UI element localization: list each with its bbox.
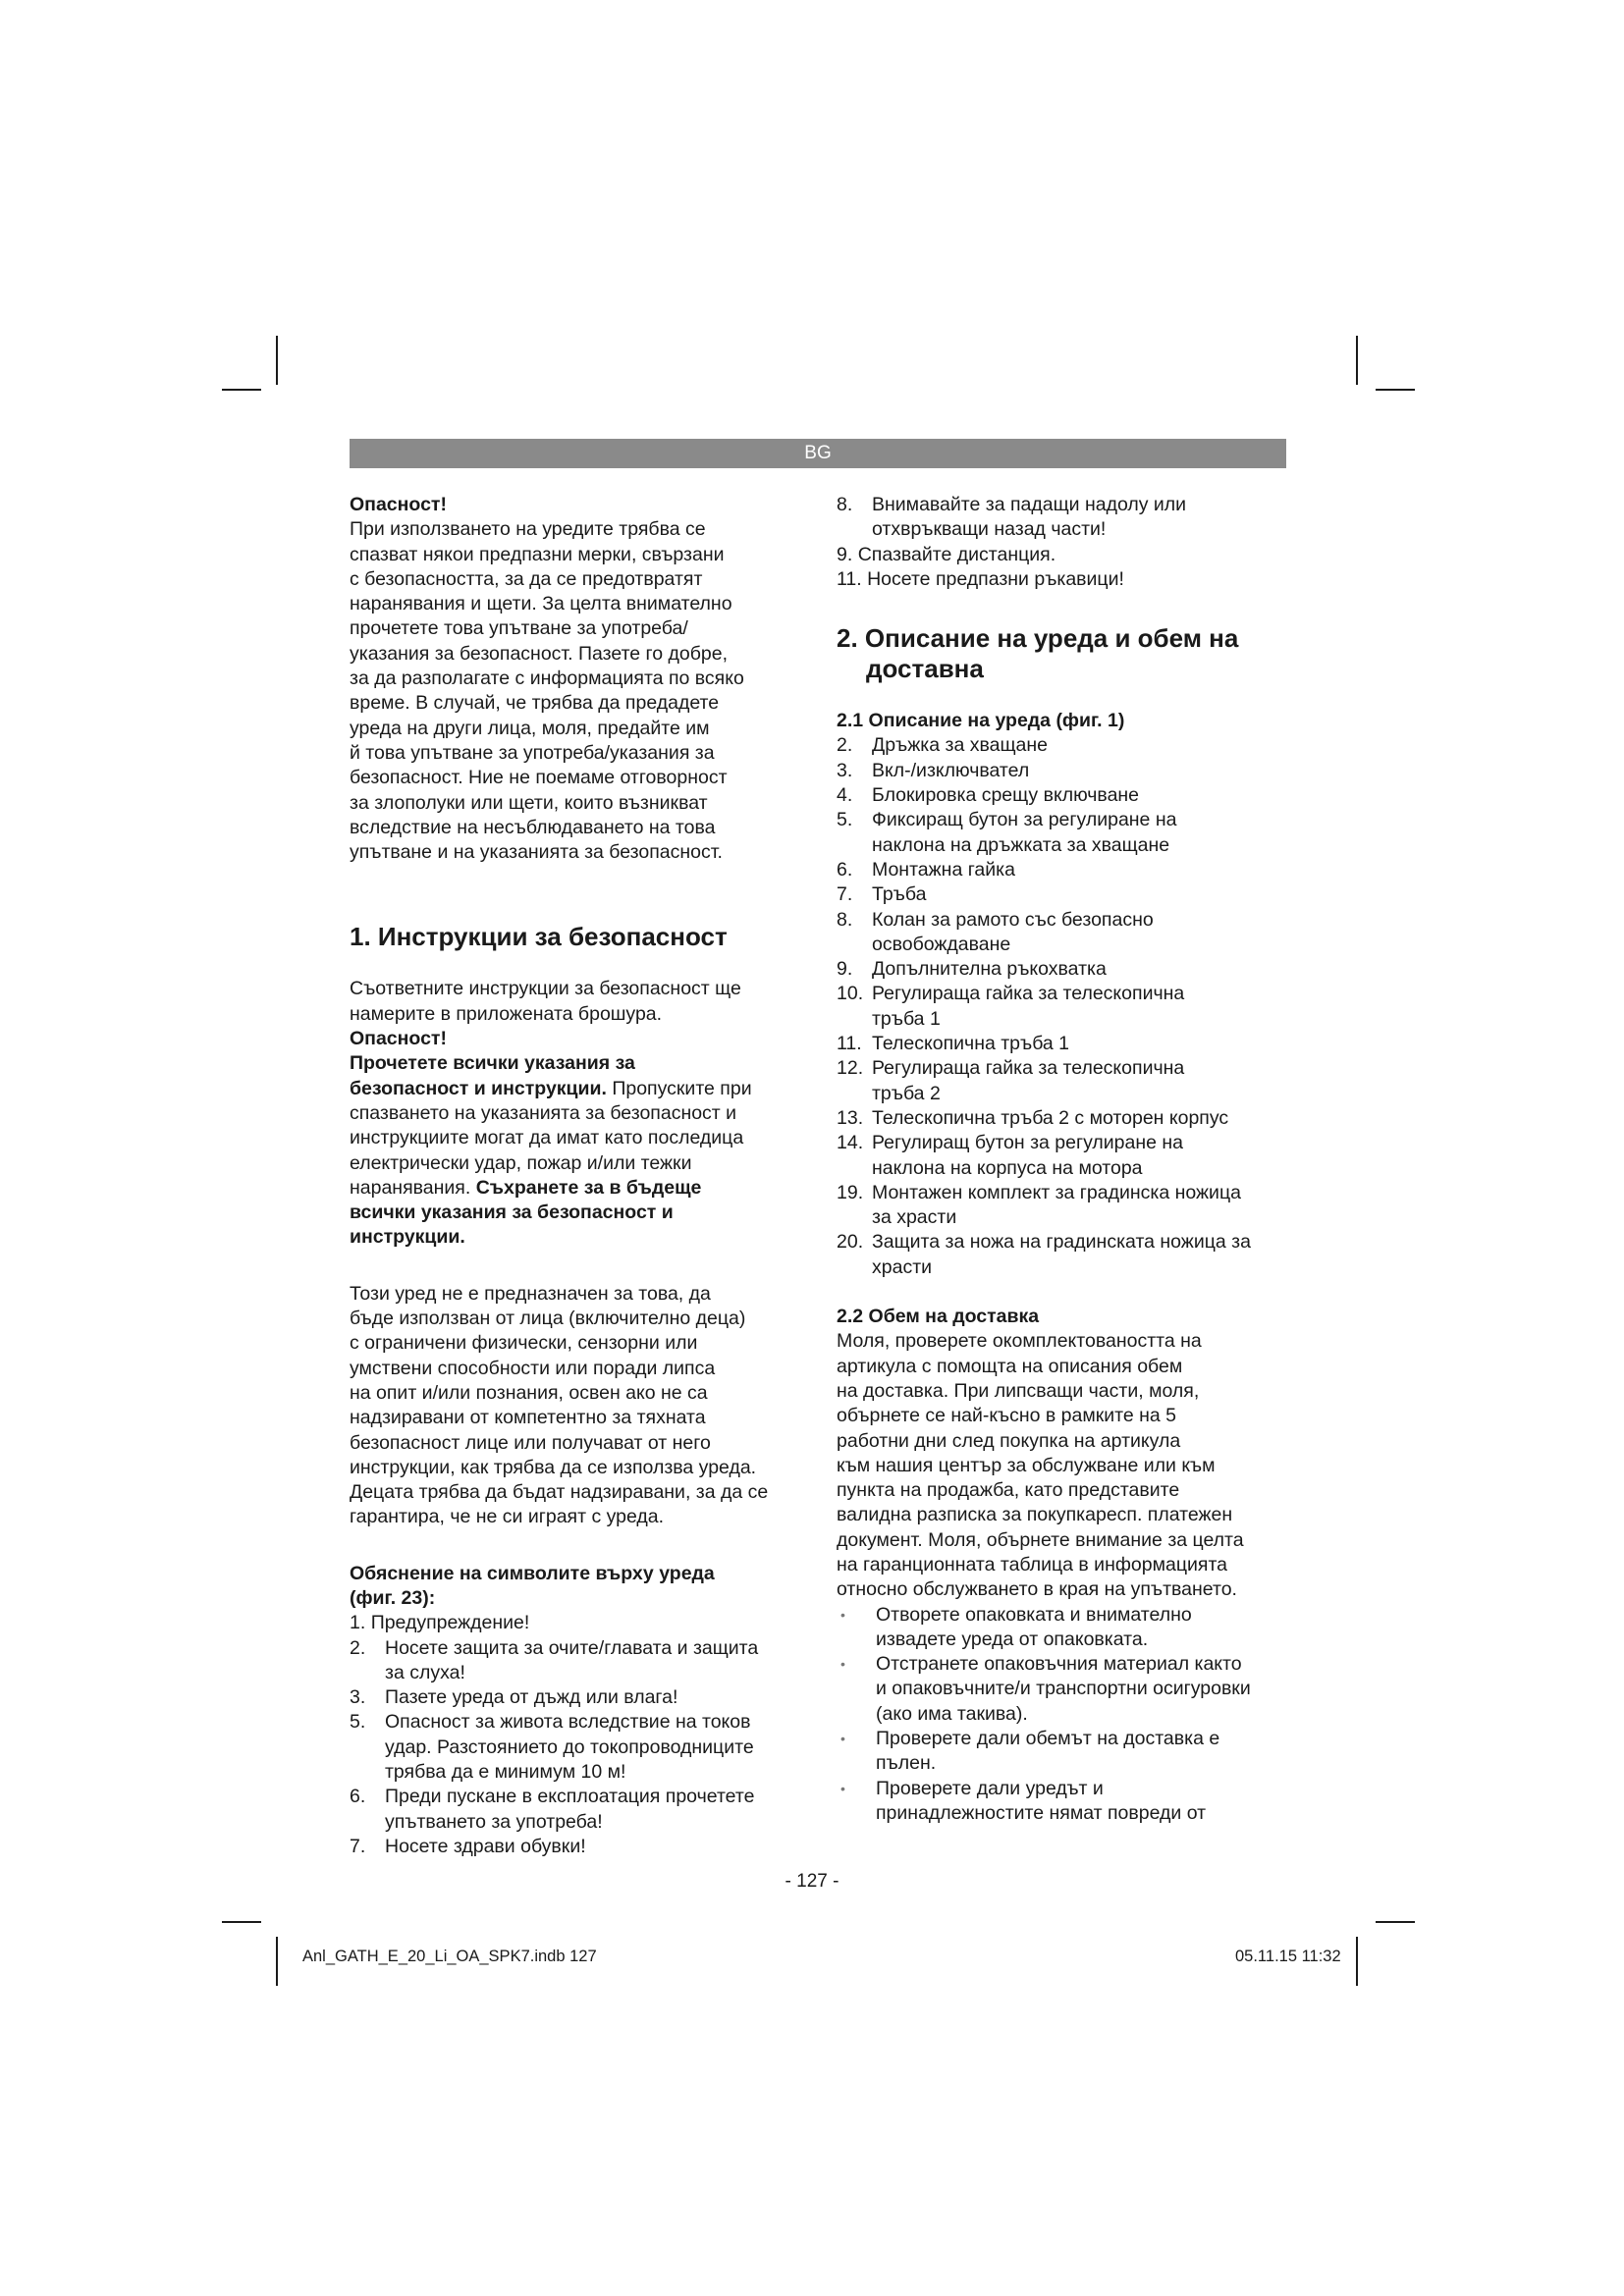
usage-paragraph xyxy=(350,1282,803,1530)
list-item xyxy=(837,493,1288,543)
text-line: пункта на продажба, като представите xyxy=(837,1479,1180,1502)
item-number: 9. xyxy=(837,958,853,981)
list-item xyxy=(350,1835,803,1859)
text-line: При използването на уредите трябва се xyxy=(350,518,706,541)
item-text: Носете предпазни ръкавици! xyxy=(867,567,1124,590)
text-line: наранявания и щети. За целта внимателно xyxy=(350,593,732,615)
crop-mark xyxy=(276,1937,278,1986)
crop-mark xyxy=(1376,1921,1415,1923)
item-number: 20. xyxy=(837,1231,864,1254)
text-line: относно обслужването в края на упътването. xyxy=(837,1578,1237,1601)
text-line: уреда на други лица, моля, предайте им xyxy=(350,717,710,739)
list-item xyxy=(837,1032,1288,1056)
item-text: Колан за рамото със безопасно xyxy=(872,908,1154,931)
item-number: 3. xyxy=(837,759,853,781)
danger-paragraph xyxy=(350,517,803,865)
item-text: Блокировка срещу включване xyxy=(872,784,1140,807)
page-number: - 127 - xyxy=(785,1871,839,1892)
danger-label: Опасност! xyxy=(350,1028,447,1050)
crop-mark xyxy=(222,389,261,391)
list-item xyxy=(837,1603,1288,1653)
item-number: 10. xyxy=(837,983,864,1005)
list-item xyxy=(837,1056,1288,1106)
symbols-heading: (фиг. 23): xyxy=(350,1586,436,1609)
item-number: 8. xyxy=(837,908,853,931)
item-number: 7. xyxy=(350,1835,366,1857)
item-text: Телескопична тръба 1 xyxy=(872,1033,1070,1055)
item-text: отхвръкващи назад части! xyxy=(872,518,1107,541)
list-item xyxy=(837,1652,1288,1727)
text-line: инструкции. xyxy=(350,1226,465,1249)
crop-mark xyxy=(1356,336,1358,385)
text-line: с безопасността, за да се предотвратят xyxy=(350,567,703,590)
text-line: с ограничени физически, сензорни или xyxy=(350,1332,698,1355)
danger-heading: Опасност! xyxy=(350,494,447,515)
footer-filename: Anl_GATH_E_20_Li_OA_SPK7.indb 127 xyxy=(302,1948,597,1965)
item-text: Проверете дали уредът и xyxy=(876,1777,1104,1799)
text-line: спазването на указанията за безопасност и xyxy=(350,1101,737,1124)
text-line: артикула с помощта на описания обем xyxy=(837,1355,1183,1377)
text-line: Съответните инструкции за безопасност ще xyxy=(350,978,741,1000)
text-line: вследствие на несъблюдаването на това xyxy=(350,816,716,838)
item-text: Телескопична тръба 2 с моторен корпус xyxy=(872,1106,1229,1129)
item-number: 6. xyxy=(350,1786,366,1808)
list-item xyxy=(837,733,1288,758)
symbols-heading: Обяснение на символите върху уреда xyxy=(350,1562,715,1584)
item-text: за слуха! xyxy=(385,1661,465,1683)
subsection-2-1-title: 2.1 Описание на уреда (фиг. 1) xyxy=(837,710,1125,732)
item-text: Тръба xyxy=(872,883,927,906)
list-item xyxy=(350,1685,803,1710)
text-line: за злополуки или щети, които възникват xyxy=(350,791,708,814)
item-text: Защита за ножа на градинската ножица за xyxy=(872,1231,1251,1254)
crop-mark xyxy=(1356,1937,1358,1986)
text-line: валидна разписка за покупкаресп. платежен xyxy=(837,1504,1233,1526)
text-line: всички указания за безопасност и xyxy=(350,1201,674,1224)
item-text: Пазете уреда от дъжд или влага! xyxy=(385,1686,678,1709)
item-text: Преди пускане в експлоатация прочетете xyxy=(385,1786,755,1808)
right-column xyxy=(837,493,1288,1826)
symbols-first-item xyxy=(350,1611,803,1635)
delivery-checklist xyxy=(837,1603,1288,1827)
item-text: упътването за употреба! xyxy=(385,1810,603,1833)
text-line: Моля, проверете окомплектоваността на xyxy=(837,1330,1202,1353)
parts-list xyxy=(837,733,1288,1280)
list-item xyxy=(837,808,1288,858)
list-item xyxy=(837,882,1288,907)
list-item xyxy=(837,982,1288,1032)
text-line: на доставка. При липсващи части, моля, xyxy=(837,1379,1200,1402)
item-number: 6. xyxy=(837,858,853,881)
item-number: 11. xyxy=(837,1033,862,1055)
list-item xyxy=(837,1106,1288,1131)
item-text: Спазвайте дистанция. xyxy=(857,543,1056,565)
text: наранявания. xyxy=(350,1176,476,1199)
item-number: 3. xyxy=(350,1686,366,1709)
text-line: Този уред не е предназначен за това, да xyxy=(350,1282,711,1305)
text-line: умствени способности или поради липса xyxy=(350,1357,716,1379)
item-number: 5. xyxy=(350,1711,366,1734)
item-number: 12. xyxy=(837,1057,864,1080)
item-text: Фиксиращ бутон за регулиране на xyxy=(872,809,1177,831)
item-number: 19. xyxy=(837,1181,864,1203)
text: Пропуските при xyxy=(606,1077,752,1099)
text-line: спазват някои предпазни мерки, свързани xyxy=(350,543,725,565)
list-item xyxy=(837,567,1288,592)
list-item xyxy=(837,1727,1288,1777)
footer-date: 05.11.15 11:32 xyxy=(1235,1948,1341,1965)
text-line xyxy=(350,1176,803,1201)
text-line: Децата трябва да бъдат надзиравани, за да се xyxy=(350,1481,769,1504)
safety-paragraph xyxy=(350,977,803,1250)
text-line: инструкции, как трябва да се използва уреда. xyxy=(350,1456,757,1478)
text-line: към нашия център за обслужване или към xyxy=(837,1454,1216,1476)
section-2-title: 2. Описание на уреда и обем на xyxy=(837,623,1239,654)
text-line: надзиравани от компетентно за тяхната xyxy=(350,1407,706,1429)
text-line: прочетете това упътване за употреба/ xyxy=(350,617,688,640)
section-2-title: доставна xyxy=(866,654,984,684)
item-text: Отворете опаковката и внимателно xyxy=(876,1603,1192,1626)
symbols-list xyxy=(350,1636,803,1860)
list-item xyxy=(837,858,1288,882)
item-text: Регулираща гайка за телескопична xyxy=(872,1057,1185,1080)
item-number: • xyxy=(840,1656,845,1673)
item-text: извадете уреда от опаковката. xyxy=(876,1628,1149,1650)
item-text: трябва да е минимум 10 м! xyxy=(385,1761,626,1784)
text-line: безопасност. Ние не поемаме отговорност xyxy=(350,767,728,789)
item-number: • xyxy=(840,1731,845,1747)
list-item xyxy=(837,957,1288,982)
item-number: 1. xyxy=(350,1612,366,1634)
item-number: 4. xyxy=(837,784,853,807)
item-text: (ако има такива). xyxy=(876,1702,1028,1725)
item-text: Дръжка за хващане xyxy=(872,734,1048,757)
item-text: Регулираща гайка за телескопична xyxy=(872,983,1185,1005)
text-line: безопасност лице или получават от него xyxy=(350,1431,711,1454)
crop-mark xyxy=(222,1921,261,1923)
delivery-paragraph xyxy=(837,1329,1288,1602)
item-text: Монтажен комплект за градинска ножица xyxy=(872,1181,1241,1203)
item-number: • xyxy=(840,1780,845,1796)
text-line: й това упътване за употреба/указания за xyxy=(350,741,715,764)
item-text: за храсти xyxy=(872,1206,957,1229)
item-text: и опаковъчните/и транспортни осигуровки xyxy=(876,1678,1251,1700)
item-text: тръба 1 xyxy=(872,1007,941,1030)
text-line: работни дни след покупка на артикула xyxy=(837,1429,1181,1452)
list-item xyxy=(350,1636,803,1686)
item-text: освобождаване xyxy=(872,933,1011,955)
list-item xyxy=(837,908,1288,958)
item-number: 11. xyxy=(837,567,862,590)
subsection-2-2-title: 2.2 Обем на доставка xyxy=(837,1306,1040,1328)
text-line: електрически удар, пожар и/или тежки xyxy=(350,1151,692,1174)
text-line: намерите в приложената брошура. xyxy=(350,1002,663,1025)
crop-mark xyxy=(276,336,278,385)
crop-mark xyxy=(1376,389,1415,391)
list-item xyxy=(350,1710,803,1785)
list-item xyxy=(837,543,1288,567)
item-text: принадлежностите нямат повреди от xyxy=(876,1801,1207,1824)
text-line: Прочетете всички указания за xyxy=(350,1052,635,1075)
item-number: 8. xyxy=(837,494,853,515)
item-number: 13. xyxy=(837,1106,864,1129)
text-line: за да разполагате с информацията по всяко xyxy=(350,667,744,690)
section-1-title: 1. Инструкции за безопасност xyxy=(350,922,728,952)
item-text: Внимавайте за падащи надолу или xyxy=(872,494,1187,515)
item-text: Опасност за живота вследствие на токов xyxy=(385,1711,751,1734)
item-text: тръба 2 xyxy=(872,1082,941,1104)
item-number: 7. xyxy=(837,883,853,906)
item-number: 14. xyxy=(837,1132,864,1154)
text-line: бъде използван от лица (включително деца) xyxy=(350,1308,746,1330)
text-line: указания за безопасност. Пазете го добре, xyxy=(350,642,729,665)
text-line: време. В случай, че трябва да предадете xyxy=(350,692,720,715)
text-line: обърнете се най-късно в рамките на 5 xyxy=(837,1405,1177,1427)
text-line: инструкциите могат да имат като последица xyxy=(350,1127,744,1149)
list-item xyxy=(837,1230,1288,1280)
item-number: • xyxy=(840,1606,845,1623)
item-text: Регулиращ бутон за регулиране на xyxy=(872,1132,1184,1154)
text-line: упътване и на указанията за безопасност. xyxy=(350,841,723,864)
item-text: Вкл-/изключвател xyxy=(872,759,1030,781)
item-text: Отстранете опаковъчния материал както xyxy=(876,1653,1242,1676)
text-line xyxy=(350,1077,803,1101)
item-text: наклона на дръжката за хващане xyxy=(872,833,1170,856)
text-line: на гаранционната таблица в информацията xyxy=(837,1553,1228,1575)
item-number: 2. xyxy=(350,1636,366,1659)
text-line: гарантира, че не си играят с уреда. xyxy=(350,1506,665,1528)
item-text: Носете защита за очите/главата и защита xyxy=(385,1636,759,1659)
item-number: 5. xyxy=(837,809,853,831)
text-line: на опит и/или познания, освен ако не са xyxy=(350,1381,708,1404)
item-text: удар. Разстоянието до токопроводниците xyxy=(385,1735,754,1758)
item-text: Предупреждение! xyxy=(370,1612,530,1634)
bold-text: безопасност и инструкции. xyxy=(350,1077,607,1099)
list-item xyxy=(837,1181,1288,1231)
item-text: Монтажна гайка xyxy=(872,858,1015,881)
item-text: Допълнителна ръкохватка xyxy=(872,958,1107,981)
list-item xyxy=(350,1785,803,1835)
item-number: 2. xyxy=(837,734,853,757)
list-item xyxy=(837,783,1288,808)
item-text: наклона на корпуса на мотора xyxy=(872,1156,1143,1179)
symbols-list-continued xyxy=(837,493,1288,543)
bold-text: Съхранете за в бъдеще xyxy=(475,1176,702,1199)
item-text: Носете здрави обувки! xyxy=(385,1835,586,1857)
text-line: документ. Моля, обърнете внимание за целта xyxy=(837,1528,1244,1551)
left-column xyxy=(350,493,803,1859)
item-text: пълен. xyxy=(876,1752,937,1775)
list-item xyxy=(837,1131,1288,1181)
item-number: 9. xyxy=(837,543,853,565)
item-text: Проверете дали обемът на доставка е xyxy=(876,1728,1220,1750)
list-item xyxy=(837,759,1288,783)
item-text: храсти xyxy=(872,1255,933,1278)
list-item xyxy=(837,1777,1288,1827)
language-bar: BG xyxy=(350,439,1286,468)
